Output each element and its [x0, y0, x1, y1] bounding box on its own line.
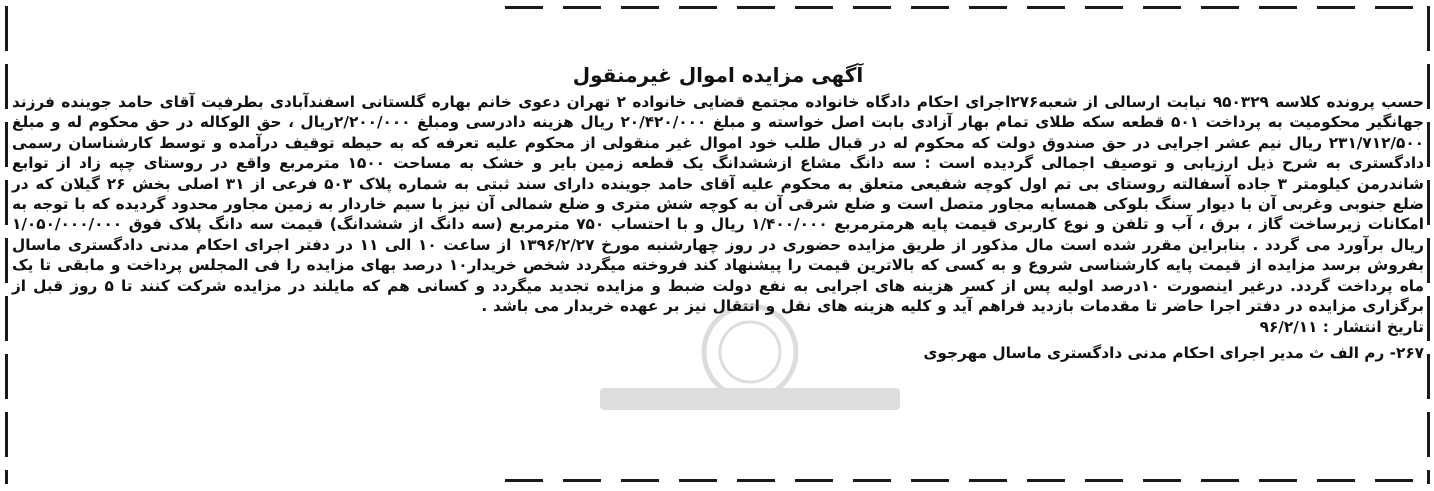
auction-notice — [12, 58, 1424, 477]
notice-title: آگهی مزایده اموال غیرمنقول — [572, 63, 864, 87]
notice-body: حسب پرونده کلاسه ۹۵۰۳۲۹ نیابت ارسالی از شعبه۲۷۶اجرای احکام دادگاه خانواده مجتمع قضایی خانواده ۲ تهران دعوی خانم بهاره گلستانی اسفندآبادی بطرفیت آقای حامد جوینده فرزند جهانگیر محکومیت به پرداخت ۵۰۱ قطعه سکه طلای تمام بهار آزادی بابت اصل خواسته و مبلغ ۲۰/۴۲۰/۰۰۰ ریال هزینه دادرسی ومبلغ ۲/۲۰۰/۰۰۰ریال ، حق الوکاله در حق محکوم له و مبلغ ۲۳۱/۷۱۲/۵۰۰ ریال نیم عشر اجرایی در حق صندوق دولت که محکوم له در قبال طلب خود اموال غیر منقولی از محکوم علیه تعرفه که به حیطه توقیف درآمده و توسط کارشناسان رسمی دادگستری به شرح ذیل ارزیابی و توصیف اجمالی گردیده است : سه دانگ مشاع ازششدانگ یک قطعه زمین بایر و خشک به مساحت ۱۵۰۰ مترمربع واقع در روستای چپه زاد از توابع شاندرمن کیلومتر ۳ جاده آسفالته روستای بی تم اول کوچه شفیعی متعلق به محکوم علیه آقای حامد جوینده دارای سند ثبتی به شماره پلاک ۵۰۳ فرعی از ۳۱ اصلی بخش ۲۶ گیلان که در ضلع جنوبی وغربی آن با دیوار سنگ بلوکی همسایه مجاور متصل است و ضلع شرقی آن به کوچه شش متری و ضلع شمالی آن نیز با سیم خاردار به زمین مجاور محدود گردیده که با توجه به امکانات زیرساخت گاز ، برق ، آب و تلفن و نوع کاربری قیمت پایه هرمترمربع ۱/۴۰۰/۰۰۰ ریال و با احتساب ۷۵۰ مترمربع (سه دانگ از ششدانگ) قیمت سه دانگ پلاک فوق ۱/۰۵۰/۰۰۰/۰۰۰ ریال برآورد می گردد . بنابراین مقرر شده است مال مذکور از طریق مزایده حضوری در روز چهارشنبه مورخ ۱۳۹۶/۲/۲۷ از ساعت ۱۰ الی ۱۱ در دفتر اجرای احکام مدنی دادگستری ماسال بفروش برسد مزایده از قیمت پایه کارشناسی شروع و به کسی که بالاترین قیمت را پیشنهاد کند فروخته میگردد شخص خریدار۱۰ درصد بهای مزایده را فی المجلس پرداخت و مابقی تا یک ماه پرداخت گردد. درغیر اینصورت ۱۰درصد اولیه پس از کسر هزینه های اجرایی به نفع دولت ضبط و مزایده تجدید میگردد و کسانی هم که مایلند در مزایده شرکت کنند تا ۵ روز قبل از برگزاری مزایده در دفتر اجرا حاضر تا مقدمات بازدید فراهم آید و کلیه هزینه های نقل و انتقال نیز بر عهده خریدار می باشد . — [12, 93, 1425, 316]
top-dashed-border — [505, 6, 1420, 9]
signature-line: ۲۶۷- رم الف ث مدیر اجرای احکام مدنی دادگستری ماسال مهرجوی — [923, 344, 1424, 363]
publish-date: تاریخ انتشار : ۹۶/۲/۱۱ — [1259, 318, 1424, 337]
right-border — [1427, 6, 1430, 484]
left-border — [5, 6, 8, 484]
bottom-dashed-border — [505, 479, 1420, 482]
